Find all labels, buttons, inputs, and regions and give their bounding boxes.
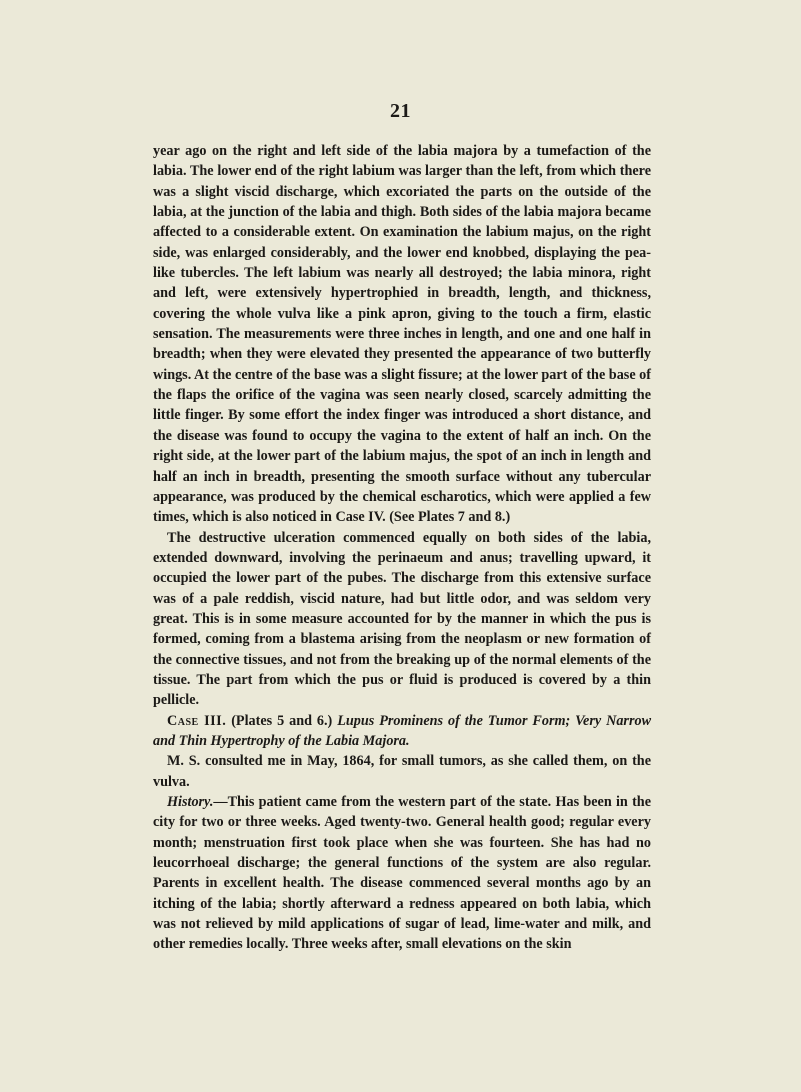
case-plates: (Plates 5 and 6.)	[231, 712, 333, 729]
paragraph-1: year ago on the right and left side of the labia majora by a tumefaction of the labia. The lower end of the right labium was larger than the left, from which there was a slight viscid discharge, which excoriated the parts on the outside of the labia, at the junction of the labia and thigh. Both sides of the labia majora became affected to a considerable extent. On examination the labium majus, on the right side, was enlarged considerably, and the lower end knobbed, displaying the pea-like tubercles. The left labium was nearly all destroyed; the labia minora, right and left, were extensively hypertrophied in breadth, length, and thickness, covering the whole vulva like a pink apron, giving to the touch a firm, elastic sensation. The measurements were three inches in length, and one and one half in breadth; when they were elevated they presented the appearance of two butterfly wings. At the centre of the base was a slight fissure; at the lower part of the base of the flaps the orifice of the vagina was seen nearly closed, scarcely admitting the little finger. By some effort the index finger was introduced a short distance, and the disease was found to occupy the vagina to the extent of half an inch. On the right side, at the lower part of the labium majus, the spot of an inch in length and half an inch in breadth, presenting the smooth surface without any tubercular appearance, was produced by the chemical escharotics, which were applied a few times, which is also noticed in Case IV. (See Plates 7 and 8.)	[153, 143, 651, 526]
paragraph-2: The destructive ulceration commenced equally on both sides of the labia, extended downward, involving the perinaeum and anus; travelling upward, it occupied the lower part of the pubes. The discharge from this extensive surface was of a pale reddish, viscid nature, had but little odor, and was seldom very great. This is in some measure accounted for by the manner in which the pus is formed, coming from a blastema arising from the neoplasm or new formation of the connective tissues, and not from the breaking up of the normal elements of the tissue. The part from which the pus or fluid is produced is covered by a thin pellicle.	[153, 529, 651, 709]
case-title: Lupus Prominens of the Tumor Form; Very Narrow and Thin Hypertrophy of the Labia Majora.	[153, 712, 652, 749]
page-number: 21	[390, 100, 411, 122]
history-text: —This patient came from the western part of the state. Has been in the city for two or three weeks. Aged twenty-two. General health good; regular every month; menstruation first took place when she was fourteen. She has had no leucorrhoeal discharge; the general functions of the system are also regular. Parents in excellent health. The disease commenced several months ago by an itching of the labia; shortly afterward a redness appeared on both labia, which was not relieved by mild applications of sugar of lead, lime-water and milk, and other remedies locally. Three weeks after, small elevations on the skin	[153, 794, 651, 953]
history-label: History.	[167, 794, 214, 810]
paragraph-3: M. S. consulted me in May, 1864, for small tumors, as she called them, on the vulva.	[153, 753, 651, 790]
case-label: Case III.	[167, 712, 227, 729]
history-paragraph	[153, 792, 651, 955]
case-heading	[153, 711, 651, 752]
body-text	[153, 141, 651, 955]
